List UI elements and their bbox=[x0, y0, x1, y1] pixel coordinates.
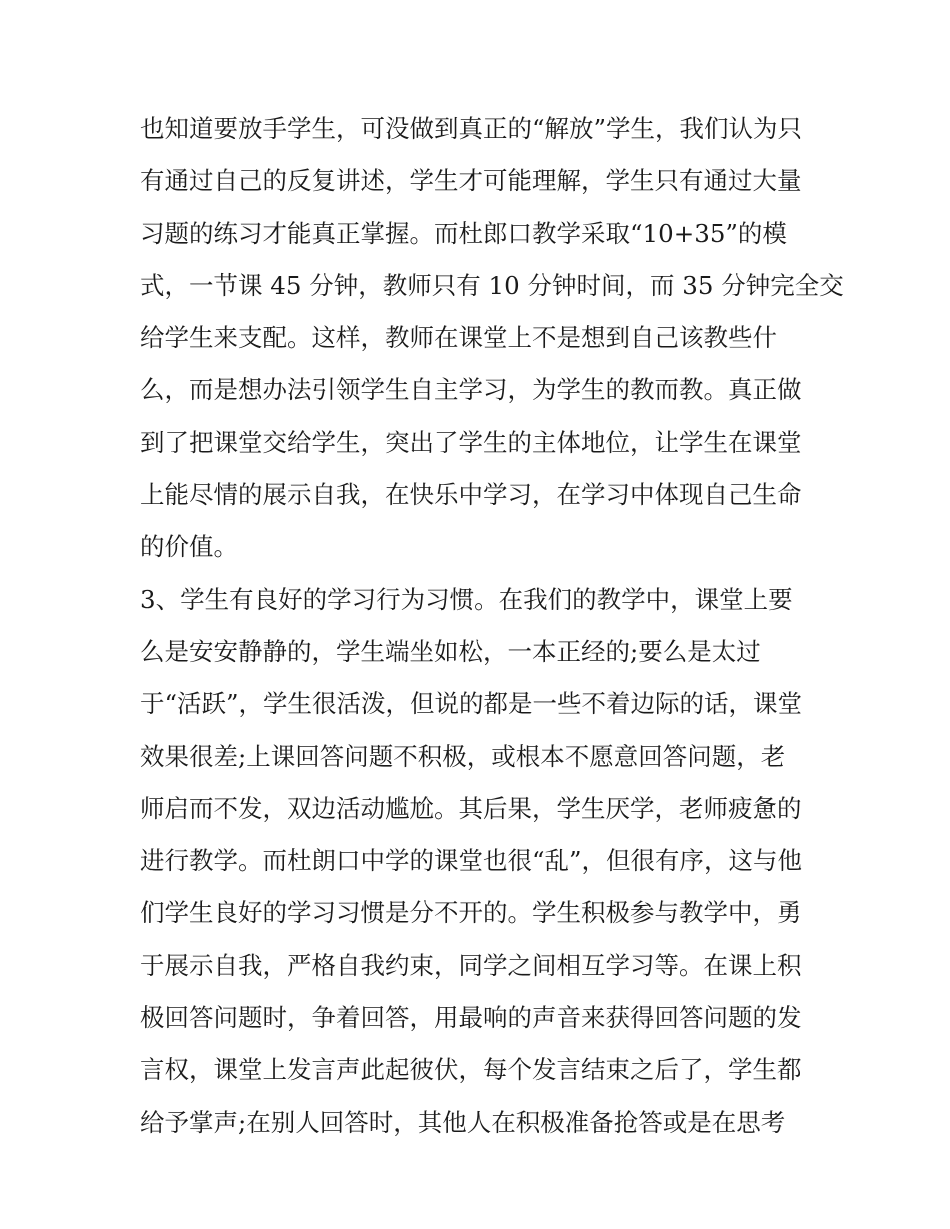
section-heading-line: 3、学生有良好的学习行为习惯。在我们的教学中，课堂上要 bbox=[140, 584, 793, 614]
body-text bbox=[140, 103, 844, 1149]
text-line: 于展示自我，严格自我约束，同学之间相互学习等。在课上积 bbox=[140, 950, 802, 980]
text-line: 式，一节课 45 分钟，教师只有 10 分钟时间，而 35 分钟完全交 bbox=[140, 270, 844, 300]
text-line: 给学生来支配。这样，教师在课堂上不是想到自己该教些什 bbox=[140, 323, 777, 353]
text-line: 有通过自己的反复讲述，学生才可能理解，学生只有通过大量 bbox=[140, 166, 802, 196]
text-line: 习题的练习才能真正掌握。而杜郎口教学采取“10+35”的模 bbox=[140, 218, 787, 248]
text-line: 于“活跃”，学生很活泼，但说的都是一些不着边际的话，课堂 bbox=[140, 689, 803, 719]
text-line: 师启而不发，双边活动尴尬。其后果，学生厌学，老师疲惫的 bbox=[140, 793, 802, 823]
text-line: 给予掌声;在别人回答时，其他人在积极准备抢答或是在思考 bbox=[140, 1107, 786, 1137]
text-line: 的价值。 bbox=[140, 532, 238, 562]
text-line: 也知道要放手学生，可没做到真正的“解放”学生，我们认为只 bbox=[140, 114, 803, 143]
text-line: 言权，课堂上发言声此起彼伏，每个发言结束之后了，学生都 bbox=[140, 1055, 802, 1085]
text-line: 极回答问题时，争着回答，用最响的声音来获得回答问题的发 bbox=[140, 1003, 802, 1033]
text-line: 上能尽情的展示自我，在快乐中学习，在学习中体现自己生命 bbox=[140, 480, 802, 510]
text-line: 们学生良好的学习习惯是分不开的。学生积极参与教学中，勇 bbox=[140, 898, 802, 928]
text-line: 么是安安静静的，学生端坐如松，一本正经的;要么是太过 bbox=[140, 636, 761, 666]
text-line: 进行教学。而杜朗口中学的课堂也很“乱”，但很有序，这与他 bbox=[140, 846, 803, 876]
text-line: 效果很差;上课回答问题不积极，或根本不愿意回答问题，老 bbox=[140, 741, 786, 771]
text-line: 到了把课堂交给学生，突出了学生的主体地位，让学生在课堂 bbox=[140, 427, 802, 457]
text-line: 么，而是想办法引领学生自主学习，为学生的教而教。真正做 bbox=[140, 375, 802, 405]
